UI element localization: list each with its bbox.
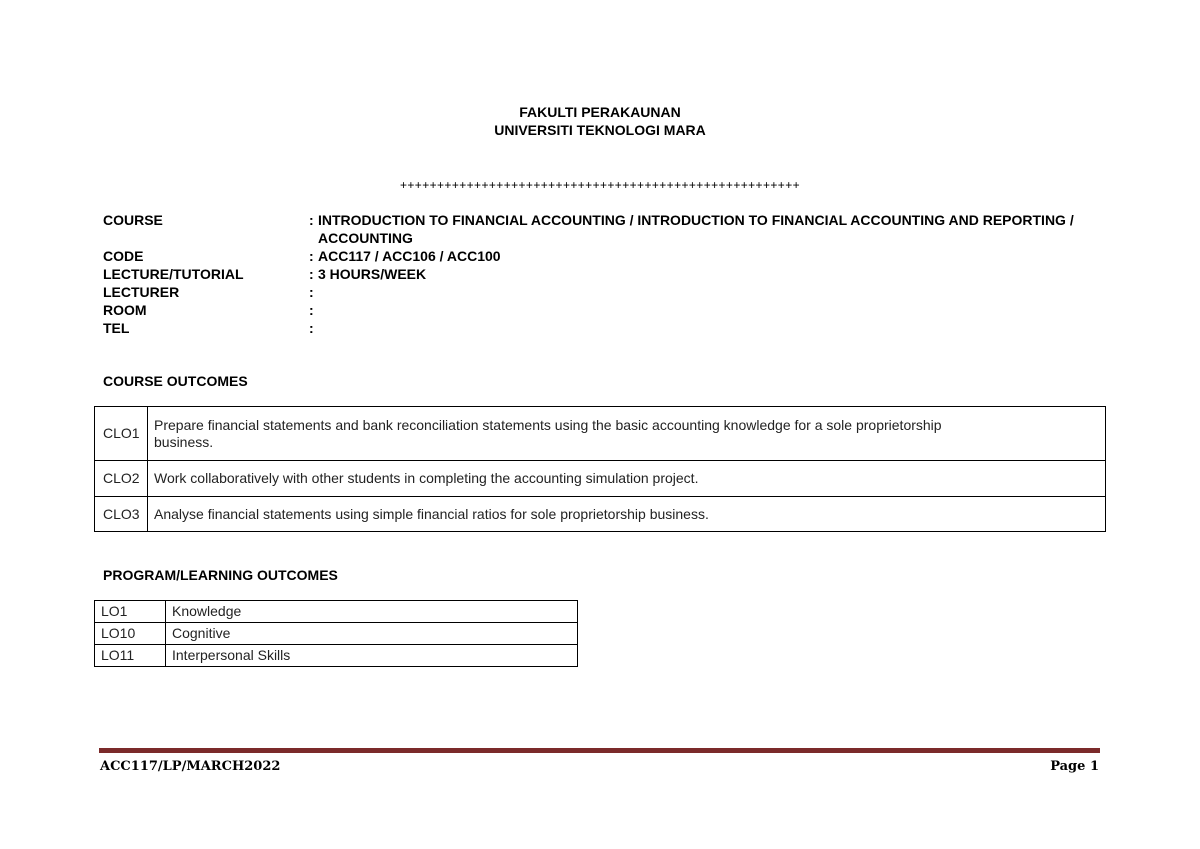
footer-document-code: ACC117/LP/MARCH2022: [100, 759, 281, 774]
code-label: CODE: [103, 248, 144, 264]
room-label: ROOM: [103, 302, 147, 318]
table-row: [95, 623, 578, 645]
course-value: INTRODUCTION TO FINANCIAL ACCOUNTING / INTRODUCTION TO FINANCIAL ACCOUNTING AND REPORTING / ACCOUNTING: [318, 212, 1074, 246]
page-number: Page 1: [1050, 759, 1099, 774]
lecture-value: 3 HOURS/WEEK: [318, 266, 427, 282]
tel-value: [318, 319, 1103, 337]
lecture-row: LECTURE/TUTORIAL : 3 HOURS/WEEK: [103, 265, 1103, 283]
table-row: [95, 407, 1106, 461]
clo-code: CLO2: [95, 461, 148, 497]
lo-text: Interpersonal Skills: [166, 645, 578, 667]
table-row: [95, 601, 578, 623]
faculty-name: FAKULTI PERAKAUNAN: [519, 104, 681, 120]
course-label: COURSE: [103, 212, 163, 228]
table-row: [95, 497, 1106, 532]
separator-line: ++++++++++++++++++++++++++++++++++++++++++++++++++++++: [399, 178, 801, 192]
lecturer-label: LECTURER: [103, 284, 180, 300]
course-row: COURSE : INTRODUCTION TO FINANCIAL ACCOUNTING / INTRODUCTION TO FINANCIAL ACCOUNTING AND REPORTING / ACCOUNTING: [103, 211, 1103, 247]
lo-text: Knowledge: [166, 601, 578, 623]
lecture-label: LECTURE/TUTORIAL: [103, 266, 244, 282]
clo-text: Work collaboratively with other students in completing the accounting simulation project.: [148, 461, 1106, 497]
lecturer-value: [318, 283, 1103, 301]
lo-code: LO10: [95, 623, 166, 645]
tel-row: TEL :: [103, 319, 1103, 337]
course-outcomes-heading: COURSE OUTCOMES: [103, 373, 248, 389]
course-info: [103, 211, 1103, 337]
tel-label: TEL: [103, 320, 130, 336]
learning-outcomes-heading: PROGRAM/LEARNING OUTCOMES: [103, 567, 338, 583]
room-value: [318, 301, 1103, 319]
lecturer-row: LECTURER :: [103, 283, 1103, 301]
lo-code: LO1: [95, 601, 166, 623]
university-name: UNIVERSITI TEKNOLOGI MARA: [494, 122, 706, 138]
room-row: ROOM :: [103, 301, 1103, 319]
footer-rule: [99, 748, 1100, 753]
course-outcomes-table: [94, 406, 1106, 532]
lo-text: Cognitive: [166, 623, 578, 645]
code-row: CODE : ACC117 / ACC106 / ACC100: [103, 247, 1103, 265]
clo-text: Analyse financial statements using simple financial ratios for sole proprietorship business.: [148, 497, 1106, 532]
table-row: [95, 645, 578, 667]
learning-outcomes-table: [94, 600, 578, 667]
clo-text: Prepare financial statements and bank reconciliation statements using the basic accounting knowledge for a sole proprietorship business.: [148, 407, 1106, 461]
code-value: ACC117 / ACC106 / ACC100: [318, 248, 501, 264]
clo-code: CLO1: [95, 407, 148, 461]
table-row: [95, 461, 1106, 497]
clo-code: CLO3: [95, 497, 148, 532]
lo-code: LO11: [95, 645, 166, 667]
